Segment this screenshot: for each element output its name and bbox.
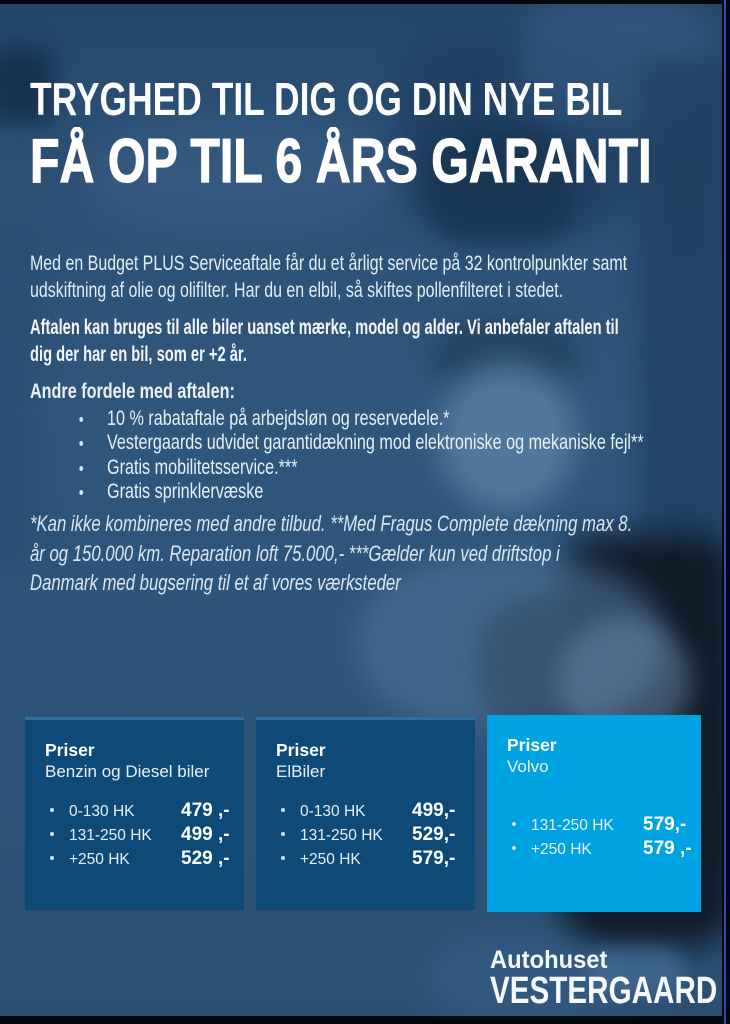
benefit-item	[30, 480, 644, 505]
intro-paragraph	[30, 250, 627, 304]
price-row	[276, 849, 475, 869]
bullet-icon	[50, 856, 54, 860]
frame-edge-top	[0, 0, 730, 4]
benefit-label: Vestergaards udvidet garantidækning mod elektroniske og mekaniske fejl**	[107, 431, 644, 454]
price-box-title: Priser	[507, 735, 557, 755]
bullet-icon	[79, 417, 83, 422]
price-row-price: 529 ,-	[181, 848, 230, 869]
price-row-label: +250 HK	[69, 851, 130, 868]
price-row	[276, 801, 475, 821]
benefit-label: Gratis mobilitetsservice.***	[107, 455, 298, 479]
brand-logo	[490, 948, 730, 1010]
benefit-label: 10 % rabataftale på arbejdsløn og reservedele.*	[107, 406, 450, 430]
price-row-price: 479 ,-	[181, 800, 230, 821]
price-row-price: 529,-	[412, 824, 456, 845]
price-row-label: +250 HK	[300, 851, 361, 868]
price-rows	[507, 815, 701, 859]
price-row-price: 579,-	[643, 814, 687, 835]
bullet-icon	[50, 832, 54, 836]
bullet-icon	[50, 808, 54, 812]
bullet-icon	[281, 832, 285, 836]
price-row	[45, 849, 244, 869]
price-box-subtitle: ElBiler	[276, 762, 326, 781]
price-rows	[45, 801, 244, 869]
price-box-title: Priser	[45, 740, 95, 760]
price-row-price: 579,-	[412, 848, 456, 869]
price-rows	[276, 801, 475, 869]
price-box-volvo	[487, 715, 701, 912]
price-row	[45, 825, 244, 845]
brand-logo-top: Autohuset	[490, 946, 608, 974]
bullet-icon	[512, 846, 516, 850]
bullet-icon	[79, 441, 83, 446]
price-row-label: 131-250 HK	[531, 817, 614, 834]
frame-edge-bottom	[0, 1016, 730, 1024]
bullet-icon	[79, 490, 83, 495]
price-row-label: +250 HK	[531, 841, 592, 858]
benefit-item	[30, 407, 644, 432]
price-row-label: 0-130 HK	[69, 803, 135, 820]
emphasis-line: Aftalen kan bruges til alle biler uanset mærke, model og alder. Vi anbefaler aftalen til	[30, 316, 619, 339]
price-row-label: 131-250 HK	[300, 827, 383, 844]
disclaimer-line: Danmark med bugsering til et af vores værksteder	[30, 570, 401, 595]
price-box-elbiler	[256, 717, 475, 910]
bullet-icon	[281, 856, 285, 860]
frame-edge-blue-line	[724, 0, 726, 1024]
price-boxes-row	[25, 717, 701, 912]
price-row-price: 499 ,-	[181, 824, 230, 845]
price-box-benzin-diesel	[25, 717, 244, 910]
bullet-icon	[79, 466, 83, 471]
benefit-label: Gratis sprinklervæske	[107, 480, 264, 503]
brand-logo-bottom: VESTERGAARD	[490, 970, 718, 1012]
intro-line: udskiftning af olie og olifilter. Har du en elbil, så skiftes pollenfilteret i stedet.	[30, 279, 564, 302]
intro-line: Med en Budget PLUS Serviceaftale får du et årligt service på 32 kontrolpunkter samt	[30, 252, 628, 275]
benefit-item	[30, 431, 644, 456]
benefit-item	[30, 456, 644, 481]
price-row	[45, 801, 244, 821]
disclaimer-line: *Kan ikke kombineres med andre tilbud. **Med Fragus Complete dækning max 8.	[30, 511, 633, 536]
price-row-label: 131-250 HK	[69, 827, 152, 844]
emphasis-paragraph	[30, 314, 619, 368]
price-box-title: Priser	[276, 740, 326, 760]
price-row-label: 0-130 HK	[300, 803, 366, 820]
disclaimer-line: år og 150.000 km. Reparation loft 75.000,- ***Gælder kun ved driftstop i	[30, 540, 560, 566]
benefits-section	[30, 380, 644, 505]
price-row-price: 499,-	[412, 800, 456, 821]
price-row	[507, 815, 701, 835]
price-row	[276, 825, 475, 845]
headline-line1: TRYGHED TIL DIG OG DIN NYE BIL	[30, 73, 623, 125]
price-box-subtitle: Benzin og Diesel biler	[45, 762, 210, 781]
price-row-price: 579 ,-	[643, 838, 692, 859]
bullet-icon	[281, 808, 285, 812]
disclaimer-paragraph	[30, 509, 632, 598]
benefits-title: Andre fordele med aftalen:	[30, 380, 235, 403]
bullet-icon	[512, 822, 516, 826]
emphasis-line: dig der har en bil, som er +2 år.	[30, 343, 247, 366]
headline-line2: FÅ OP TIL 6 ÅRS GARANTI	[30, 127, 652, 196]
price-box-subtitle: Volvo	[507, 757, 549, 776]
price-row	[507, 839, 701, 859]
